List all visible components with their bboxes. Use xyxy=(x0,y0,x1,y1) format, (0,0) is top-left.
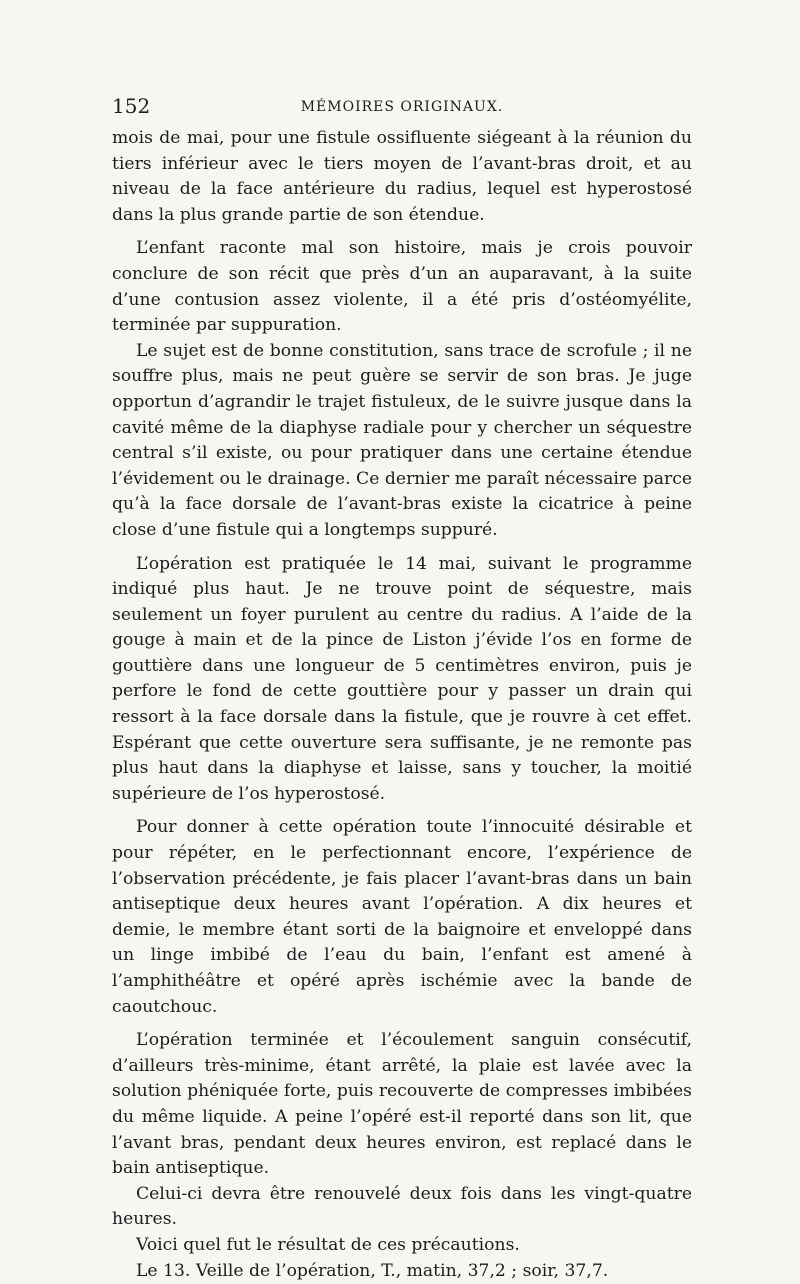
running-title: MÉMOIRES ORIGINAUX. xyxy=(300,99,504,115)
paragraph-history: L’enfant raconte mal son histoire, mais je crois pouvoir conclure de son récit que près d’un an auparavant, à la suite d’une contusion assez violente, il a été pris d’ostéomyélite, terminée par suppuration. xyxy=(112,238,692,336)
paragraph-antiseptic-bath: Pour donner à cette opération toute l’innocuité désirable et pour répéter, en le perfectionnant encore, l’expérience de l’observation précédente, je fais placer l’avant-bras dans un bain antiseptique deux heures avant l’opération. A dix heures et demie, le membre étant sorti de la baignoire et enveloppé dans un linge imbibé de l’eau du bain, l’enfant est amené à l’amphithéâtre et opéré après ischémie avec la bande de caoutchouc. xyxy=(112,817,692,1017)
paragraph-post-operation: L’opération terminée et l’écoulement sanguin consécutif, d’ailleurs très-minime, étant arrêté, la plaie est lavée avec la solution phéniquée forte, puis recouverte de compresses imbibées du même liquide. A peine l’opéré est-il reporté dans son lit, que l’avant bras, pendant deux heures environ, est replacé dans le bain antiseptique. xyxy=(112,1030,692,1179)
paragraph-constitution: Le sujet est de bonne constitution, sans trace de scrofule ; il ne souffre plus, mais ne peut guère se servir de son bras. Je juge opportun d’agrandir le trajet fistuleux, de le suivre jusque dans la cavité même de la diaphyse radiale pour y chercher un séquestre central s’il existe, ou pour pratiquer dans une certaine étendue l’évidement ou le drainage. Ce dernier me paraît nécessaire parce qu’à la face dorsale de l’avant-bras existe la cicatrice à peine close d’une fistule qui a longtemps suppuré. xyxy=(112,340,692,540)
paragraph-continued: mois de mai, pour une fistule ossifluente siégeant à la réunion du tiers inférieur avec le tiers moyen de l’avant-bras droit, et au niveau de la face antérieure du radius, lequel est hyperostosé dans la plus grande partie de son étendue. xyxy=(112,128,692,225)
running-head xyxy=(112,94,692,124)
body-text xyxy=(112,126,692,1284)
paragraph-results-intro: Voici quel fut le résultat de ces précautions. xyxy=(136,1234,520,1255)
paragraph-renewal: Celui-ci devra être renouvelé deux fois dans les vingt-quatre heures. xyxy=(112,1183,692,1230)
book-page xyxy=(112,94,692,1284)
paragraph-operation: L’opération est pratiquée le 14 mai, suivant le programme indiqué plus haut. Je ne trouve point de séquestre, mais seulement un foyer purulent au centre du radius. A l’aide de la gouge à main et de la pince de Liston j’évide l’os en forme de gouttière dans une longueur de 5 centimètres environ, puis je perfore le fond de cette gouttière pour y passer un drain qui ressort à la face dorsale dans la fistule, que je rouvre à cet effet. Espérant que cette ouverture sera suffisante, je ne remonte pas plus haut dans la diaphyse et laisse, sans y toucher, la moitié supérieure de l’os hyperostosé. xyxy=(112,553,692,804)
page-number: 152 xyxy=(112,94,151,118)
paragraph-temperature: Le 13. Veille de l’opération, T., matin, 37,2 ; soir, 37,7. xyxy=(136,1260,609,1281)
